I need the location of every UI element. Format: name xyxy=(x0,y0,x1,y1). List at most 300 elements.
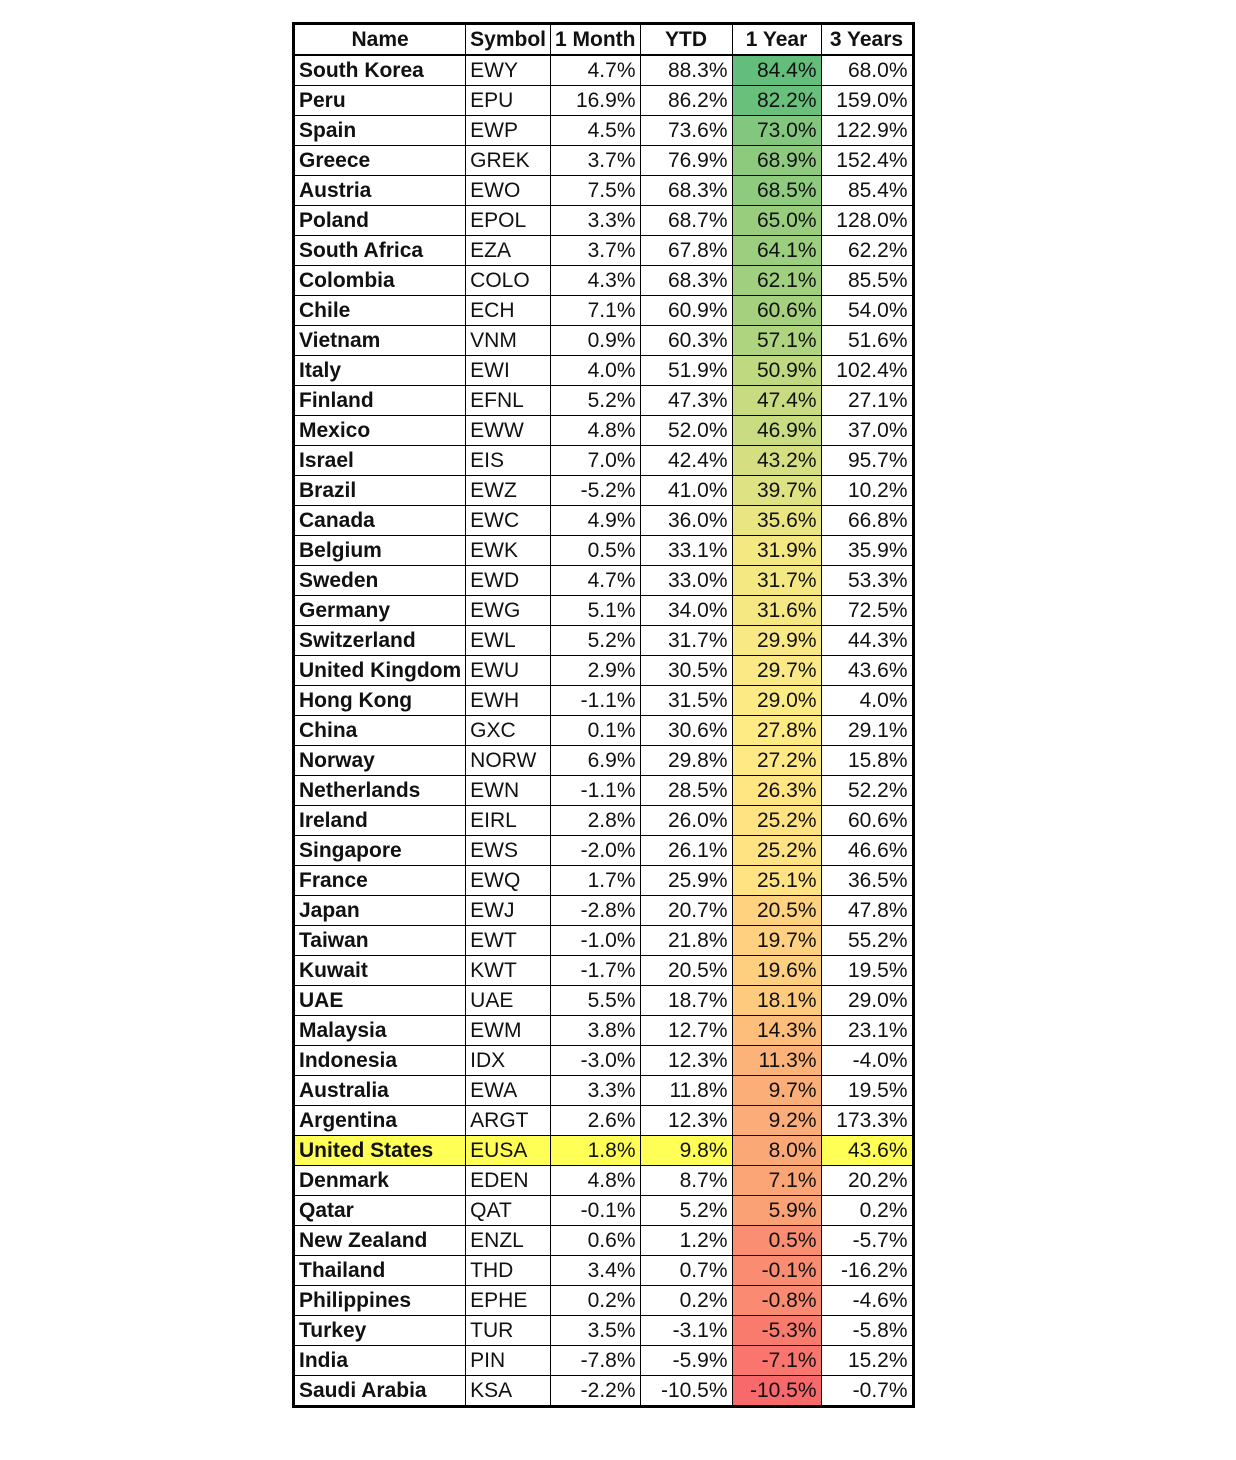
cell-3-years: 19.5% xyxy=(821,956,913,986)
cell-3-years: 44.3% xyxy=(821,626,913,656)
cell-symbol: EWO xyxy=(466,176,551,206)
table-row xyxy=(294,446,914,476)
cell-1-month: 1.7% xyxy=(551,866,640,896)
cell-1-month: 4.3% xyxy=(551,266,640,296)
table-row xyxy=(294,626,914,656)
cell-1-month: 5.5% xyxy=(551,986,640,1016)
cell-1-month: 2.6% xyxy=(551,1106,640,1136)
cell-3-years: 43.6% xyxy=(821,1136,913,1166)
cell-name: Colombia xyxy=(294,266,466,296)
cell-1-month: 0.5% xyxy=(551,536,640,566)
table-row xyxy=(294,266,914,296)
cell-1-month: 7.5% xyxy=(551,176,640,206)
table-row xyxy=(294,206,914,236)
cell-symbol: NORW xyxy=(466,746,551,776)
cell-symbol: PIN xyxy=(466,1346,551,1376)
cell-1-year: 25.1% xyxy=(732,866,821,896)
cell-symbol: ECH xyxy=(466,296,551,326)
cell-1-year: 65.0% xyxy=(732,206,821,236)
cell-1-year: 31.6% xyxy=(732,596,821,626)
cell-symbol: EIS xyxy=(466,446,551,476)
cell-ytd: 67.8% xyxy=(640,236,732,266)
cell-1-month: 6.9% xyxy=(551,746,640,776)
cell-ytd: 47.3% xyxy=(640,386,732,416)
cell-name: South Korea xyxy=(294,55,466,86)
cell-ytd: 68.3% xyxy=(640,176,732,206)
cell-1-year: 0.5% xyxy=(732,1226,821,1256)
table-row xyxy=(294,236,914,266)
cell-ytd: 0.2% xyxy=(640,1286,732,1316)
cell-symbol: QAT xyxy=(466,1196,551,1226)
cell-1-month: 1.8% xyxy=(551,1136,640,1166)
cell-name: Thailand xyxy=(294,1256,466,1286)
table-row xyxy=(294,55,914,86)
cell-1-year: 31.7% xyxy=(732,566,821,596)
cell-name: Australia xyxy=(294,1076,466,1106)
cell-symbol: EWU xyxy=(466,656,551,686)
cell-symbol: EWS xyxy=(466,836,551,866)
cell-1-month: -3.0% xyxy=(551,1046,640,1076)
cell-1-month: 16.9% xyxy=(551,86,640,116)
cell-1-year: 18.1% xyxy=(732,986,821,1016)
cell-3-years: 0.2% xyxy=(821,1196,913,1226)
cell-ytd: 41.0% xyxy=(640,476,732,506)
cell-symbol: GREK xyxy=(466,146,551,176)
table-row xyxy=(294,326,914,356)
cell-name: Brazil xyxy=(294,476,466,506)
cell-1-month: -2.0% xyxy=(551,836,640,866)
cell-ytd: 34.0% xyxy=(640,596,732,626)
table-row xyxy=(294,1286,914,1316)
table-row xyxy=(294,1136,914,1166)
cell-3-years: 54.0% xyxy=(821,296,913,326)
cell-name: Argentina xyxy=(294,1106,466,1136)
table-row xyxy=(294,926,914,956)
cell-ytd: 33.1% xyxy=(640,536,732,566)
cell-3-years: 19.5% xyxy=(821,1076,913,1106)
cell-1-year: 7.1% xyxy=(732,1166,821,1196)
cell-ytd: 12.7% xyxy=(640,1016,732,1046)
cell-1-month: 2.8% xyxy=(551,806,640,836)
table-row xyxy=(294,1316,914,1346)
table-row xyxy=(294,896,914,926)
cell-3-years: 35.9% xyxy=(821,536,913,566)
cell-3-years: 43.6% xyxy=(821,656,913,686)
cell-ytd: 30.5% xyxy=(640,656,732,686)
cell-1-month: 4.8% xyxy=(551,1166,640,1196)
cell-name: Poland xyxy=(294,206,466,236)
cell-3-years: 52.2% xyxy=(821,776,913,806)
cell-symbol: KSA xyxy=(466,1376,551,1407)
cell-name: Taiwan xyxy=(294,926,466,956)
cell-3-years: 152.4% xyxy=(821,146,913,176)
cell-1-year: 84.4% xyxy=(732,55,821,86)
cell-ytd: 86.2% xyxy=(640,86,732,116)
cell-1-month: 4.5% xyxy=(551,116,640,146)
cell-1-year: 39.7% xyxy=(732,476,821,506)
cell-3-years: 122.9% xyxy=(821,116,913,146)
cell-ytd: 1.2% xyxy=(640,1226,732,1256)
cell-1-year: 62.1% xyxy=(732,266,821,296)
cell-symbol: ARGT xyxy=(466,1106,551,1136)
table-row xyxy=(294,536,914,566)
cell-1-year: -5.3% xyxy=(732,1316,821,1346)
cell-ytd: 31.5% xyxy=(640,686,732,716)
cell-symbol: GXC xyxy=(466,716,551,746)
cell-symbol: EWY xyxy=(466,55,551,86)
cell-symbol: EWN xyxy=(466,776,551,806)
table-row xyxy=(294,1346,914,1376)
cell-ytd: 60.3% xyxy=(640,326,732,356)
cell-3-years: 23.1% xyxy=(821,1016,913,1046)
cell-3-years: 15.2% xyxy=(821,1346,913,1376)
cell-3-years: 68.0% xyxy=(821,55,913,86)
cell-1-year: 47.4% xyxy=(732,386,821,416)
cell-symbol: EWA xyxy=(466,1076,551,1106)
cell-symbol: EZA xyxy=(466,236,551,266)
cell-name: Sweden xyxy=(294,566,466,596)
cell-3-years: 27.1% xyxy=(821,386,913,416)
cell-ytd: 88.3% xyxy=(640,55,732,86)
cell-ytd: -5.9% xyxy=(640,1346,732,1376)
cell-1-year: 19.6% xyxy=(732,956,821,986)
header-1-year: 1 Year xyxy=(732,24,821,56)
table-row xyxy=(294,296,914,326)
cell-1-year: -0.8% xyxy=(732,1286,821,1316)
cell-name: Singapore xyxy=(294,836,466,866)
cell-ytd: 25.9% xyxy=(640,866,732,896)
cell-name: China xyxy=(294,716,466,746)
cell-1-year: 27.8% xyxy=(732,716,821,746)
cell-1-month: 7.1% xyxy=(551,296,640,326)
table-row xyxy=(294,1046,914,1076)
table-row xyxy=(294,716,914,746)
cell-1-month: 5.2% xyxy=(551,626,640,656)
cell-name: South Africa xyxy=(294,236,466,266)
cell-ytd: 76.9% xyxy=(640,146,732,176)
cell-symbol: EWZ xyxy=(466,476,551,506)
cell-name: Spain xyxy=(294,116,466,146)
cell-name: UAE xyxy=(294,986,466,1016)
table-row xyxy=(294,1166,914,1196)
cell-symbol: EWJ xyxy=(466,896,551,926)
cell-3-years: 60.6% xyxy=(821,806,913,836)
header-ytd: YTD xyxy=(640,24,732,56)
cell-symbol: COLO xyxy=(466,266,551,296)
cell-1-month: 2.9% xyxy=(551,656,640,686)
cell-symbol: EPOL xyxy=(466,206,551,236)
cell-name: Philippines xyxy=(294,1286,466,1316)
table-row xyxy=(294,176,914,206)
cell-3-years: 51.6% xyxy=(821,326,913,356)
table-row xyxy=(294,596,914,626)
cell-1-year: 29.7% xyxy=(732,656,821,686)
table-row xyxy=(294,686,914,716)
cell-3-years: 53.3% xyxy=(821,566,913,596)
cell-1-month: -1.0% xyxy=(551,926,640,956)
cell-ytd: 51.9% xyxy=(640,356,732,386)
etf-returns-table xyxy=(292,22,915,1408)
table-row xyxy=(294,566,914,596)
cell-1-year: -10.5% xyxy=(732,1376,821,1407)
cell-1-month: 5.2% xyxy=(551,386,640,416)
cell-symbol: EIRL xyxy=(466,806,551,836)
cell-3-years: 10.2% xyxy=(821,476,913,506)
cell-symbol: TUR xyxy=(466,1316,551,1346)
cell-1-month: -2.8% xyxy=(551,896,640,926)
table-body xyxy=(294,55,914,1407)
cell-ytd: 52.0% xyxy=(640,416,732,446)
cell-3-years: 36.5% xyxy=(821,866,913,896)
cell-1-month: 3.7% xyxy=(551,236,640,266)
cell-3-years: -5.7% xyxy=(821,1226,913,1256)
cell-name: France xyxy=(294,866,466,896)
cell-1-year: 29.9% xyxy=(732,626,821,656)
cell-ytd: 20.7% xyxy=(640,896,732,926)
cell-ytd: 8.7% xyxy=(640,1166,732,1196)
cell-3-years: 20.2% xyxy=(821,1166,913,1196)
cell-name: Italy xyxy=(294,356,466,386)
cell-name: Peru xyxy=(294,86,466,116)
cell-1-year: 29.0% xyxy=(732,686,821,716)
table-row xyxy=(294,146,914,176)
table-row xyxy=(294,1196,914,1226)
cell-ytd: 73.6% xyxy=(640,116,732,146)
cell-name: Indonesia xyxy=(294,1046,466,1076)
cell-1-year: 50.9% xyxy=(732,356,821,386)
cell-1-year: 9.7% xyxy=(732,1076,821,1106)
cell-1-month: -1.1% xyxy=(551,686,640,716)
cell-symbol: EWQ xyxy=(466,866,551,896)
table-row xyxy=(294,956,914,986)
cell-name: Canada xyxy=(294,506,466,536)
cell-ytd: 18.7% xyxy=(640,986,732,1016)
cell-symbol: THD xyxy=(466,1256,551,1286)
cell-1-month: 4.9% xyxy=(551,506,640,536)
cell-name: Turkey xyxy=(294,1316,466,1346)
cell-symbol: EDEN xyxy=(466,1166,551,1196)
cell-1-year: 60.6% xyxy=(732,296,821,326)
cell-1-month: -5.2% xyxy=(551,476,640,506)
cell-symbol: ENZL xyxy=(466,1226,551,1256)
cell-1-month: 5.1% xyxy=(551,596,640,626)
cell-3-years: 15.8% xyxy=(821,746,913,776)
cell-1-year: 57.1% xyxy=(732,326,821,356)
cell-3-years: 173.3% xyxy=(821,1106,913,1136)
cell-ytd: 21.8% xyxy=(640,926,732,956)
table-row xyxy=(294,746,914,776)
cell-symbol: EWW xyxy=(466,416,551,446)
cell-3-years: 29.1% xyxy=(821,716,913,746)
table-row xyxy=(294,836,914,866)
cell-ytd: -3.1% xyxy=(640,1316,732,1346)
cell-1-year: -7.1% xyxy=(732,1346,821,1376)
cell-name: Finland xyxy=(294,386,466,416)
cell-3-years: 55.2% xyxy=(821,926,913,956)
cell-1-year: 25.2% xyxy=(732,836,821,866)
table-row xyxy=(294,656,914,686)
table-row xyxy=(294,86,914,116)
table-row xyxy=(294,986,914,1016)
cell-ytd: 5.2% xyxy=(640,1196,732,1226)
cell-ytd: 0.7% xyxy=(640,1256,732,1286)
cell-1-month: 4.8% xyxy=(551,416,640,446)
cell-ytd: 60.9% xyxy=(640,296,732,326)
cell-name: Qatar xyxy=(294,1196,466,1226)
cell-1-month: 3.8% xyxy=(551,1016,640,1046)
cell-1-year: -0.1% xyxy=(732,1256,821,1286)
cell-3-years: 62.2% xyxy=(821,236,913,266)
cell-symbol: EWK xyxy=(466,536,551,566)
cell-ytd: 12.3% xyxy=(640,1106,732,1136)
cell-1-month: 3.7% xyxy=(551,146,640,176)
cell-symbol: EWT xyxy=(466,926,551,956)
cell-name: Mexico xyxy=(294,416,466,446)
cell-name: Israel xyxy=(294,446,466,476)
cell-name: Chile xyxy=(294,296,466,326)
cell-1-year: 25.2% xyxy=(732,806,821,836)
cell-1-month: 4.7% xyxy=(551,566,640,596)
cell-1-month: 3.3% xyxy=(551,206,640,236)
cell-ytd: 20.5% xyxy=(640,956,732,986)
cell-3-years: 29.0% xyxy=(821,986,913,1016)
cell-1-year: 26.3% xyxy=(732,776,821,806)
table-row xyxy=(294,1106,914,1136)
cell-name: Greece xyxy=(294,146,466,176)
cell-ytd: 36.0% xyxy=(640,506,732,536)
cell-symbol: VNM xyxy=(466,326,551,356)
cell-name: Hong Kong xyxy=(294,686,466,716)
cell-name: United Kingdom xyxy=(294,656,466,686)
cell-name: New Zealand xyxy=(294,1226,466,1256)
cell-3-years: -4.0% xyxy=(821,1046,913,1076)
cell-name: Netherlands xyxy=(294,776,466,806)
cell-symbol: EWP xyxy=(466,116,551,146)
cell-name: Saudi Arabia xyxy=(294,1376,466,1407)
cell-1-year: 43.2% xyxy=(732,446,821,476)
cell-symbol: UAE xyxy=(466,986,551,1016)
cell-ytd: 30.6% xyxy=(640,716,732,746)
cell-3-years: 95.7% xyxy=(821,446,913,476)
table-row xyxy=(294,806,914,836)
cell-3-years: -16.2% xyxy=(821,1256,913,1286)
cell-ytd: 68.3% xyxy=(640,266,732,296)
cell-3-years: 46.6% xyxy=(821,836,913,866)
cell-1-month: 0.9% xyxy=(551,326,640,356)
cell-name: Kuwait xyxy=(294,956,466,986)
cell-3-years: -0.7% xyxy=(821,1376,913,1407)
cell-3-years: 128.0% xyxy=(821,206,913,236)
cell-3-years: 47.8% xyxy=(821,896,913,926)
cell-3-years: 72.5% xyxy=(821,596,913,626)
cell-3-years: 37.0% xyxy=(821,416,913,446)
cell-ytd: 33.0% xyxy=(640,566,732,596)
table-row xyxy=(294,776,914,806)
cell-symbol: EPHE xyxy=(466,1286,551,1316)
cell-1-year: 68.5% xyxy=(732,176,821,206)
cell-ytd: 29.8% xyxy=(640,746,732,776)
cell-ytd: -10.5% xyxy=(640,1376,732,1407)
cell-1-month: 4.7% xyxy=(551,55,640,86)
cell-name: Austria xyxy=(294,176,466,206)
cell-symbol: EWD xyxy=(466,566,551,596)
cell-symbol: EPU xyxy=(466,86,551,116)
cell-ytd: 28.5% xyxy=(640,776,732,806)
cell-1-month: -7.8% xyxy=(551,1346,640,1376)
cell-name: Norway xyxy=(294,746,466,776)
table-row xyxy=(294,1376,914,1407)
cell-1-year: 14.3% xyxy=(732,1016,821,1046)
cell-ytd: 68.7% xyxy=(640,206,732,236)
cell-name: Belgium xyxy=(294,536,466,566)
cell-symbol: IDX xyxy=(466,1046,551,1076)
table-row xyxy=(294,476,914,506)
cell-1-month: -2.2% xyxy=(551,1376,640,1407)
cell-symbol: EWH xyxy=(466,686,551,716)
header-name: Name xyxy=(294,24,466,56)
cell-name: Vietnam xyxy=(294,326,466,356)
cell-1-month: 3.3% xyxy=(551,1076,640,1106)
header-symbol: Symbol xyxy=(466,24,551,56)
cell-3-years: -4.6% xyxy=(821,1286,913,1316)
cell-1-year: 8.0% xyxy=(732,1136,821,1166)
cell-name: Switzerland xyxy=(294,626,466,656)
cell-3-years: -5.8% xyxy=(821,1316,913,1346)
cell-1-month: 3.4% xyxy=(551,1256,640,1286)
header-1-month: 1 Month xyxy=(551,24,640,56)
table-row xyxy=(294,416,914,446)
cell-1-month: 7.0% xyxy=(551,446,640,476)
cell-symbol: EUSA xyxy=(466,1136,551,1166)
cell-1-year: 64.1% xyxy=(732,236,821,266)
cell-symbol: EFNL xyxy=(466,386,551,416)
cell-1-month: 0.2% xyxy=(551,1286,640,1316)
cell-name: United States xyxy=(294,1136,466,1166)
cell-symbol: KWT xyxy=(466,956,551,986)
cell-symbol: EWG xyxy=(466,596,551,626)
cell-1-year: 73.0% xyxy=(732,116,821,146)
cell-1-year: 31.9% xyxy=(732,536,821,566)
cell-name: Japan xyxy=(294,896,466,926)
cell-1-year: 68.9% xyxy=(732,146,821,176)
cell-3-years: 159.0% xyxy=(821,86,913,116)
cell-ytd: 12.3% xyxy=(640,1046,732,1076)
cell-1-year: 11.3% xyxy=(732,1046,821,1076)
table-row xyxy=(294,116,914,146)
cell-name: Malaysia xyxy=(294,1016,466,1046)
table-row xyxy=(294,356,914,386)
cell-1-month: 3.5% xyxy=(551,1316,640,1346)
table-row xyxy=(294,1226,914,1256)
table-row xyxy=(294,1076,914,1106)
cell-1-year: 19.7% xyxy=(732,926,821,956)
cell-ytd: 26.0% xyxy=(640,806,732,836)
cell-name: Denmark xyxy=(294,1166,466,1196)
header-row xyxy=(294,24,914,56)
cell-symbol: EWM xyxy=(466,1016,551,1046)
cell-1-year: 27.2% xyxy=(732,746,821,776)
cell-3-years: 66.8% xyxy=(821,506,913,536)
cell-3-years: 85.4% xyxy=(821,176,913,206)
cell-1-year: 9.2% xyxy=(732,1106,821,1136)
header-3-years: 3 Years xyxy=(821,24,913,56)
cell-1-year: 82.2% xyxy=(732,86,821,116)
table-row xyxy=(294,506,914,536)
cell-symbol: EWI xyxy=(466,356,551,386)
cell-1-year: 20.5% xyxy=(732,896,821,926)
cell-ytd: 11.8% xyxy=(640,1076,732,1106)
cell-ytd: 9.8% xyxy=(640,1136,732,1166)
